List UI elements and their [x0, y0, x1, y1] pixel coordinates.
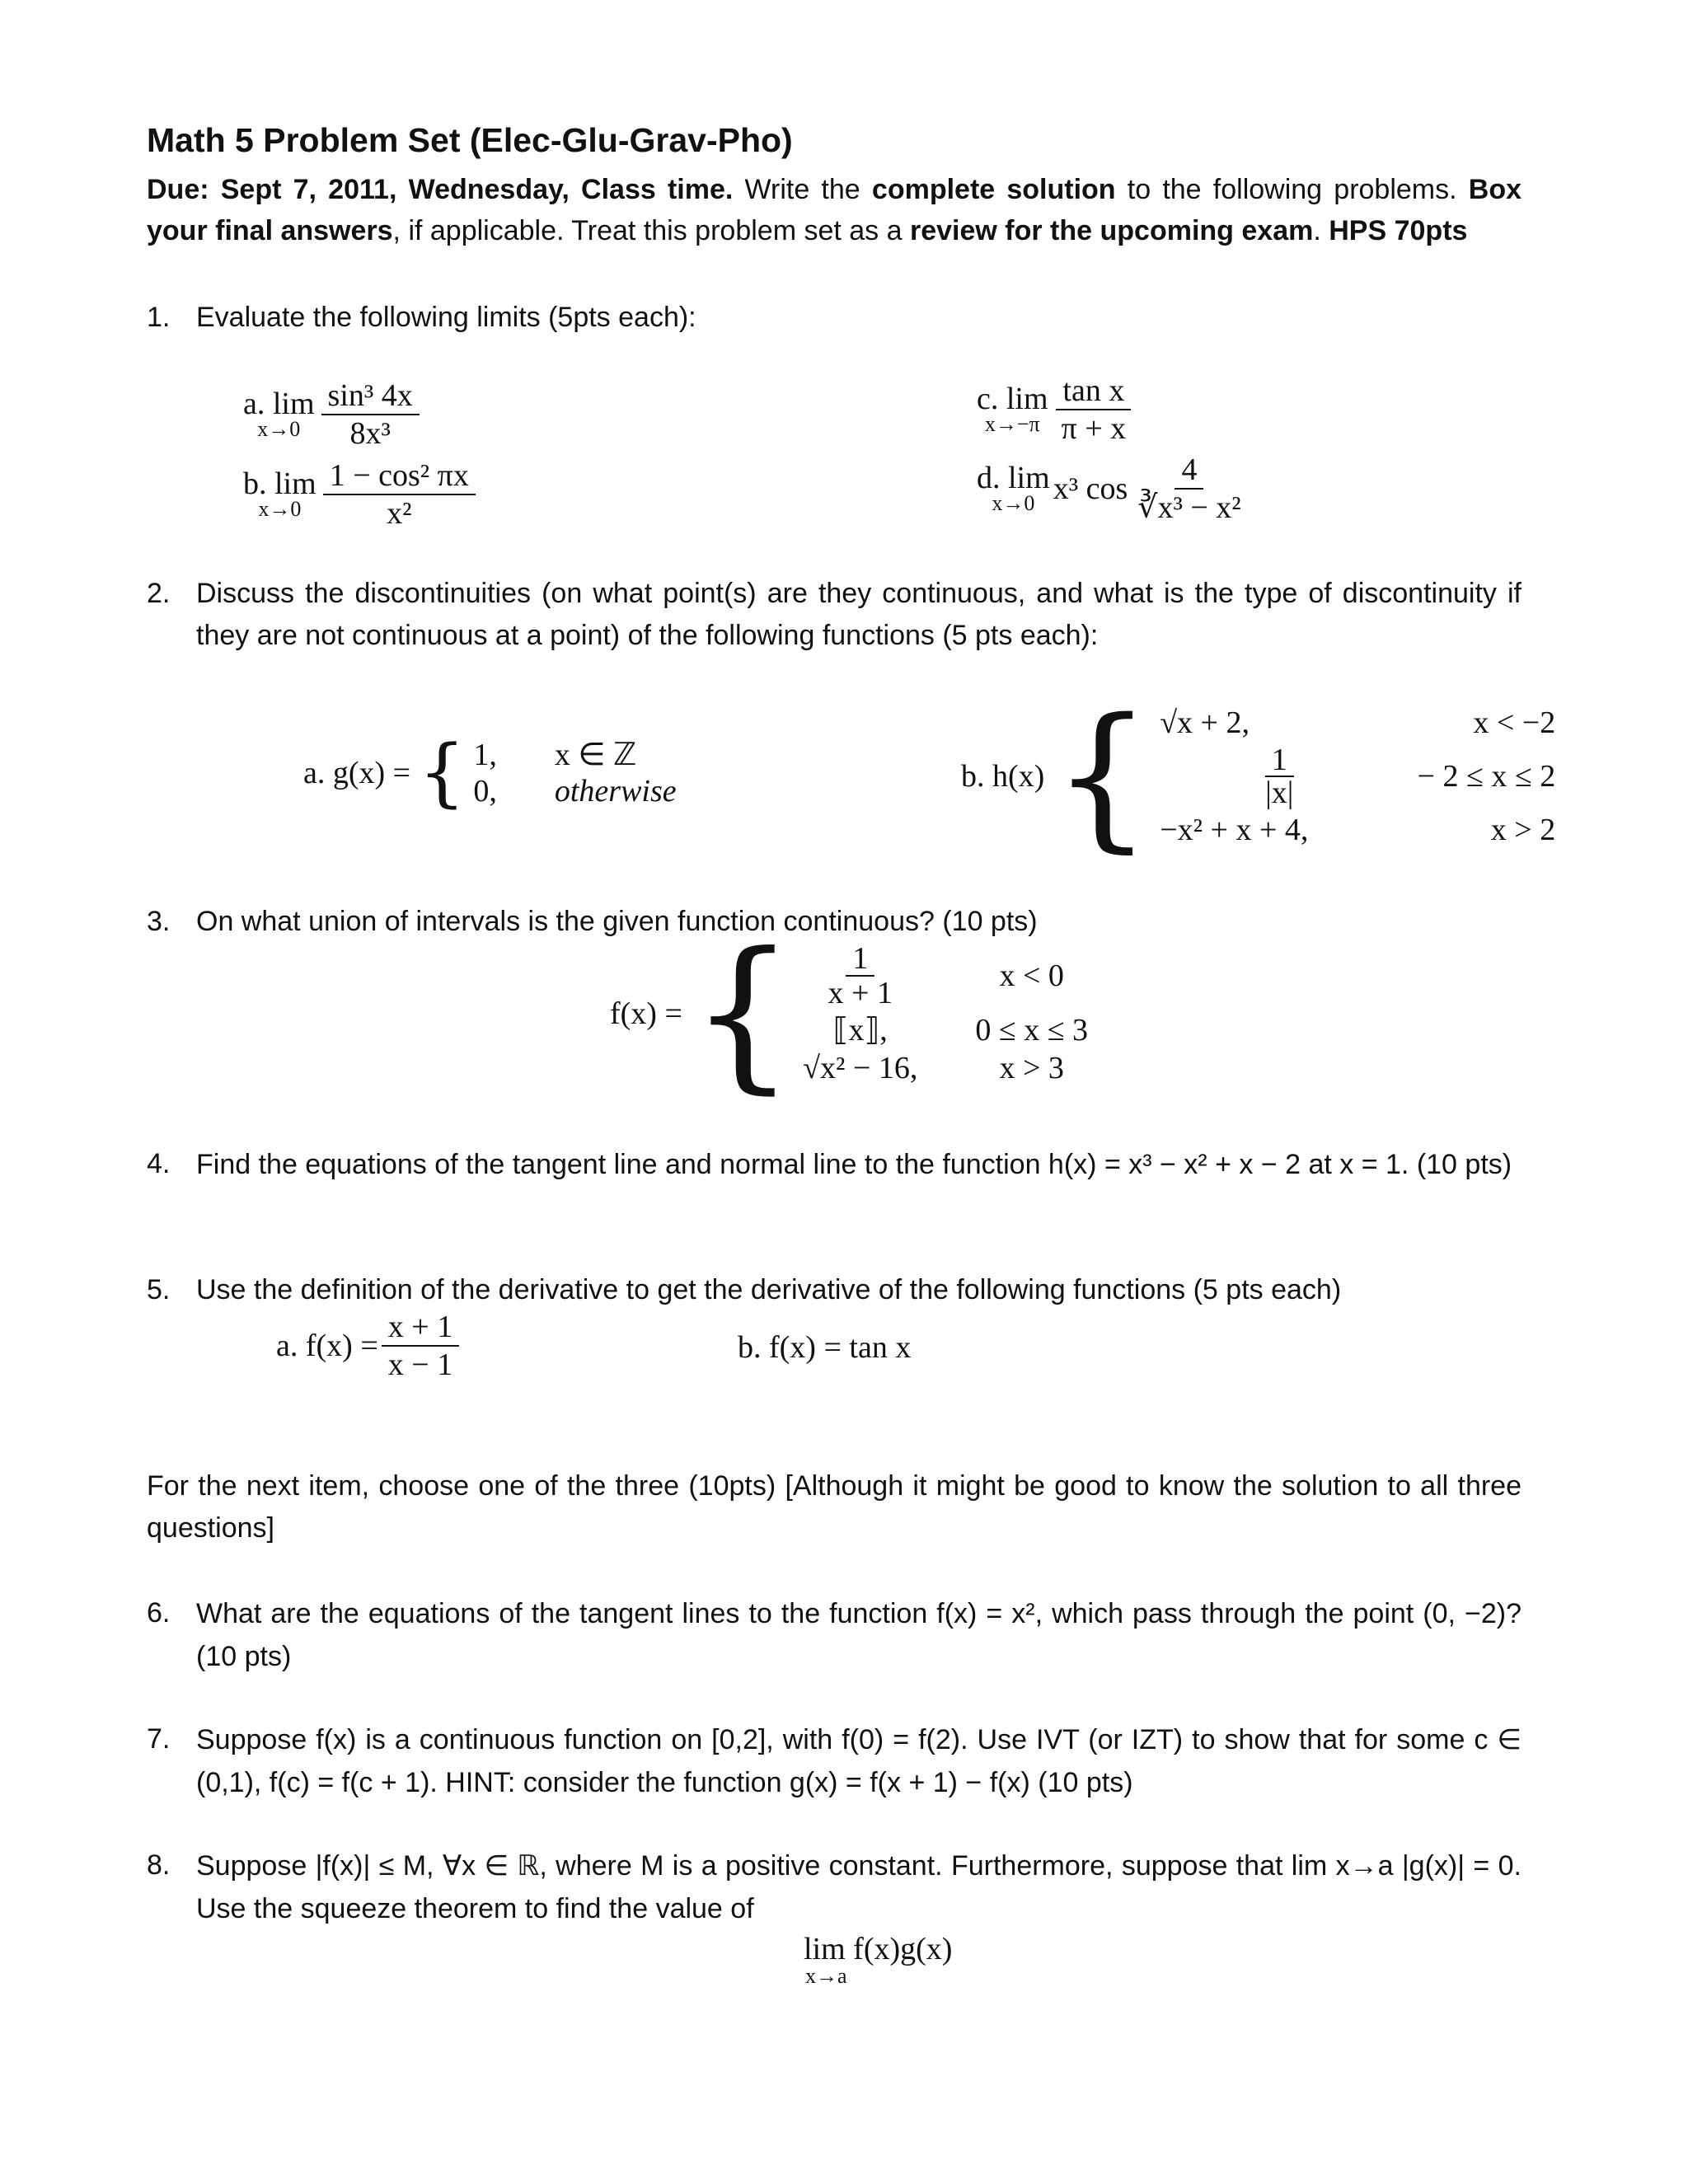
problem-4-text: Find the equations of the tangent line and normal line to the function h(x) = x³ − x² + x − 2 at x = 1. (10 pts) — [196, 1149, 1512, 1180]
fraction-numerator: 1 − cos² πx — [323, 457, 476, 495]
problem-1-number: 1. — [147, 302, 171, 333]
case-condition: x > 2 — [1490, 813, 1556, 847]
page-title: Math 5 Problem Set (Elec-Glu-Grav-Pho) — [147, 121, 793, 159]
intro-text-2: to the following problems. — [1115, 174, 1469, 205]
fraction-numerator: sin³ 4x — [321, 377, 420, 415]
limit-label: c. lim — [977, 382, 1048, 416]
limit-subscript: x→0 — [992, 491, 1035, 515]
intro-paragraph — [147, 169, 1522, 251]
fraction-denominator: 8x³ — [349, 416, 391, 451]
case-value: −x² + x + 4, — [1160, 813, 1309, 847]
left-brace: { — [1052, 685, 1152, 867]
limit-expression: lim f(x)g(x) — [804, 1932, 953, 1966]
problem-3-number: 3. — [147, 906, 171, 937]
left-brace: { — [690, 917, 795, 1109]
case-value: 0, — [473, 774, 497, 808]
intro-text-1: Write the — [733, 174, 872, 205]
function-3 — [610, 917, 1089, 1109]
fraction-denominator: x − 1 — [387, 1347, 453, 1382]
limit-1b — [243, 457, 479, 532]
due-date: Due: Sept 7, 2011, Wednesday, Class time. — [147, 174, 734, 205]
limit-subscript: x→0 — [258, 497, 302, 521]
case-condition: x > 3 — [999, 1051, 1064, 1085]
fraction-numerator: 4 — [1175, 452, 1203, 490]
limit-label: d. lim — [977, 461, 1050, 495]
function-label: a. g(x) = — [303, 756, 411, 790]
limit-1a — [243, 377, 423, 452]
limit-subscript: x→a — [805, 1964, 847, 1988]
intro-bold-4: HPS 70pts — [1329, 215, 1468, 246]
problem-4-number: 4. — [147, 1148, 171, 1179]
choose-instruction: For the next item, choose one of the three (10pts) [Although it might be good to know the solution to all three questions] — [147, 1470, 1522, 1544]
case-value: 1, — [473, 738, 497, 772]
limit-8 — [804, 1933, 952, 1987]
problem-8-number: 8. — [147, 1849, 171, 1881]
function-label: a. f(x) = — [276, 1329, 378, 1363]
case-value: √x + 2, — [1160, 705, 1250, 740]
fraction-denominator: x² — [387, 496, 412, 531]
problem-7-text: Suppose f(x) is a continuous function on [0,2], with f(0) = f(2). Use IVT (or IZT) to show that for some c ∈ (0,1), f(c) = f(c + 1). HINT: consider the function g(x) = f(x + 1) − f(x) (10 pts) — [196, 1724, 1522, 1798]
problem-1-text: Evaluate the following limits (5pts each): — [196, 302, 696, 333]
intro-bold-2: Box your final answers — [147, 174, 1522, 246]
case-condition: x < −2 — [1473, 705, 1556, 740]
fraction-denominator: x + 1 — [828, 976, 893, 1010]
intro-text-3: , if applicable. Treat this problem set as a — [392, 215, 910, 246]
problem-2-text: Discuss the discontinuities (on what point(s) are they continuous, and what is the type of discontinuity if they are not continuous at a point) of the following functions (5 pts each): — [196, 578, 1522, 651]
limit-label: a. lim — [243, 387, 315, 421]
problem-6-text: What are the equations of the tangent lines to the function f(x) = x², which pass through the point (0, −2)? (10 pts) — [196, 1598, 1522, 1672]
case-value: √x² − 16, — [803, 1051, 918, 1085]
problem-5-text: Use the definition of the derivative to get the derivative of the following functions (5 pts each) — [196, 1274, 1342, 1305]
function-label: b. h(x) — [961, 759, 1045, 794]
problem-7-number: 7. — [147, 1723, 171, 1755]
case-condition: x ∈ ℤ — [554, 738, 637, 772]
intro-text-4: . — [1313, 215, 1329, 246]
left-brace: { — [418, 729, 466, 816]
problem-6-number: 6. — [147, 1597, 171, 1629]
case-value: ⟦x⟧, — [832, 1013, 888, 1047]
intro-bold-3: review for the upcoming exam — [909, 215, 1314, 246]
fraction-denominator: π + x — [1061, 411, 1127, 446]
limit-label: b. lim — [243, 466, 316, 501]
function-label: f(x) = — [610, 996, 682, 1031]
problem-8-text: Suppose |f(x)| ≤ M, ∀x ∈ ℝ, where M is a positive constant. Furthermore, suppose that lim x→a |g(x)| = 0. Use the squeeze theorem to find the value of — [196, 1850, 1522, 1924]
fraction-numerator: 1 — [846, 942, 874, 977]
problem-5-number: 5. — [147, 1274, 171, 1305]
intro-bold-1: complete solution — [871, 174, 1116, 205]
function-5b: b. f(x) = tan x — [738, 1330, 912, 1365]
function-2a — [303, 729, 677, 816]
case-condition: x < 0 — [999, 958, 1064, 993]
function-5a — [276, 1309, 462, 1383]
limit-expression: x³ cos — [1053, 471, 1128, 506]
fraction-denominator: |x| — [1265, 776, 1294, 810]
fraction-denominator: ∛x³ − x² — [1137, 490, 1241, 525]
case-condition: 0 ≤ x ≤ 3 — [975, 1013, 1089, 1047]
function-2b — [961, 685, 1556, 867]
limit-1d — [977, 452, 1251, 526]
problem-3-text: On what union of intervals is the given function continuous? (10 pts) — [196, 906, 1038, 937]
fraction-numerator: tan x — [1056, 373, 1131, 410]
case-condition: − 2 ≤ x ≤ 2 — [1417, 759, 1556, 794]
limit-subscript: x→−π — [984, 412, 1040, 436]
limit-subscript: x→0 — [257, 417, 301, 441]
limit-1c — [977, 373, 1136, 447]
problem-2-number: 2. — [147, 578, 171, 609]
case-condition: otherwise — [554, 774, 677, 808]
fraction-numerator: x + 1 — [382, 1309, 459, 1347]
fraction-numerator: 1 — [1265, 744, 1294, 777]
